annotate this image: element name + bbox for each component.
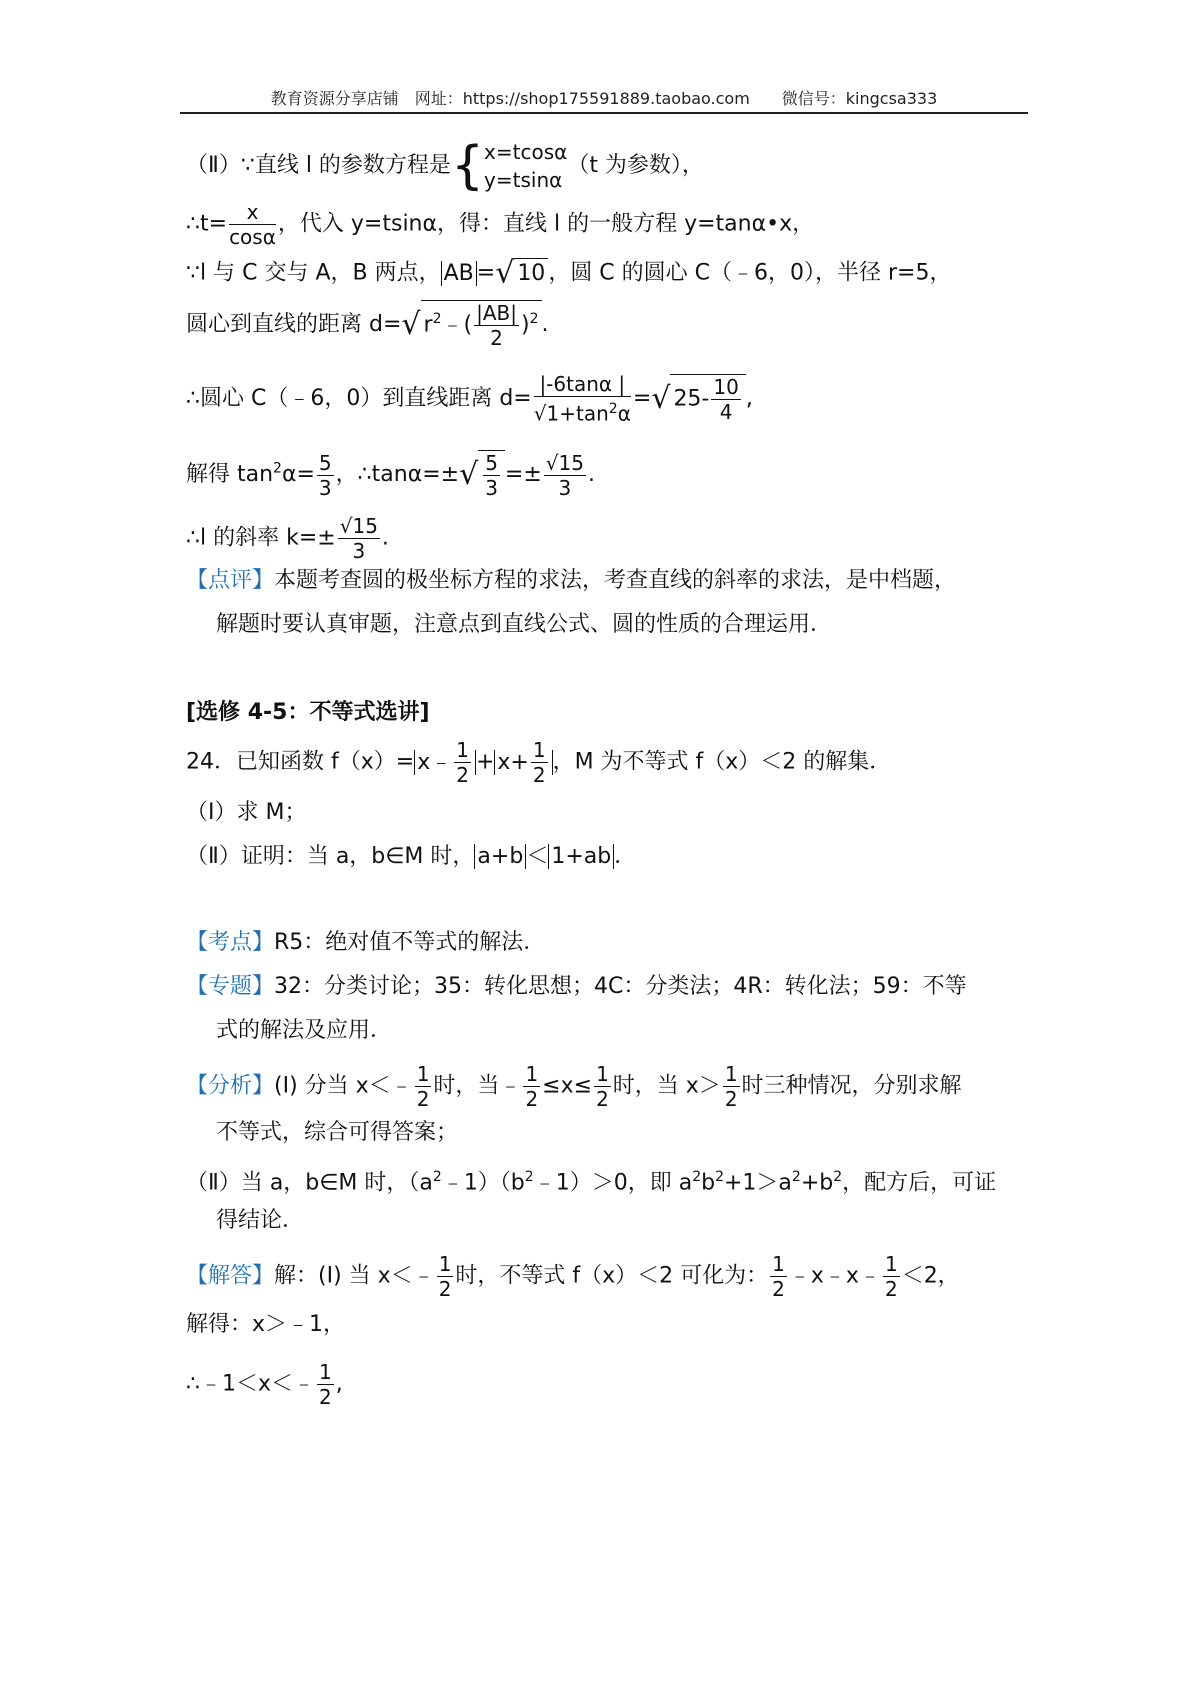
line-slope: ∴l 的斜率 k=± $\frac{√15}{3}$ . — [186, 514, 389, 563]
kaodian-line: 【考点】R5：绝对值不等式的解法． — [186, 930, 546, 955]
fenxi-tag: 【分析】 — [186, 1073, 275, 1099]
zhuanti-tag: 【专题】 — [186, 974, 275, 999]
q24-part1: （Ⅰ）求 M； — [186, 800, 307, 825]
fenxi-line-1: 【分析】(Ⅰ) 分当 x＜﹣ $\frac{1}{2}$ 时，当﹣ $\frac{1}{2}$ ≤x≤ $\frac{1}{2}$ 时，当 x＞ $\frac{1}{2}$ 时三种情况，分别求解 — [186, 1062, 962, 1111]
jieda-line-1: 【解答】解：(Ⅰ) 当 x＜﹣ $\frac{1}{2}$ 时，不等式 f（x）＜2 可化为： $\frac{1}{2}$ ﹣x﹣x﹣ $\frac{1}{2}$ ＜2， — [186, 1252, 960, 1301]
q24-statement: 24．已知函数 f（x）= x﹣ $\frac{1}{2}$ + x+ $\frac{1}{2}$ ，M 为不等式 f（x）＜2 的解集． — [186, 738, 892, 787]
review-line-1: 【点评】本题考查圆的极坐标方程的求法，考查直线的斜率的求法，是中档题， — [186, 568, 957, 593]
fenxi-line-2: 不等式，综合可得答案； — [216, 1120, 459, 1145]
page-header: 教育资源分享店铺 网址：https://shop175591889.taobao.com 微信号：kingcsa333 — [270, 89, 938, 108]
line-intersect: ∵l 与 C 交与 A，B 两点， AB =√ 10 ，圆 C 的圆心 C（﹣6，0），半径 r=5， — [186, 255, 952, 291]
jieda-tag: 【解答】 — [186, 1263, 275, 1289]
q24-part2: （Ⅱ）证明：当 a，b∈M 时， a+b ＜ 1+ab ． — [186, 844, 637, 869]
fenxi-part2-line-1: （Ⅱ）当 a，b∈M 时，$(a^2﹣1)(b^2﹣1)>0$，即 $a^2b^2+1>a^2+b^2$，配方后，可证 — [186, 1169, 997, 1196]
line-center-distance: ∴圆心 C（﹣6，0）到直线距离 d= $\frac{|-6\tan\alpha |}{√1+\tan^2\alpha}$ =√ 25- $\frac{10}{4}$ , — [186, 372, 753, 426]
section-title: [选修 4-5：不等式选讲] — [186, 700, 430, 725]
header-divider — [180, 112, 1028, 114]
zhuanti-line-2: 式的解法及应用． — [216, 1018, 393, 1043]
line-solve-tan: 解得 $\tan^2\alpha=$ $\frac{5}{3}$ ，∴tanα=±√ $\frac{5}{3}$ =± $\frac{√15}{3}$ . — [186, 450, 595, 500]
line-param-equation: （Ⅱ）∵直线 l 的参数方程是{x=tcosα y=tsinα（t 为参数）， — [186, 136, 704, 196]
zhuanti-line-1: 【专题】32：分类讨论；35：转化思想；4C：分类法；4R：转化法；59：不等 — [186, 974, 967, 999]
line-t-sub: ∴t= $\frac{x}{\cos\alpha}$ ，代入 y=tsinα，得：直线 l 的一般方程 y=tanα•x， — [186, 200, 815, 249]
kaodian-tag: 【考点】 — [186, 930, 275, 955]
review-tag: 【点评】 — [186, 568, 275, 593]
jieda-line-2: 解得：x＞﹣1， — [186, 1312, 346, 1337]
fenxi-part2-line-2: 得结论． — [216, 1208, 305, 1233]
review-line-2: 解题时要认真审题，注意点到直线公式、圆的性质的合理运用． — [216, 612, 833, 637]
jieda-line-3: ∴﹣1＜x＜﹣ $\frac{1}{2}$ , — [186, 1360, 343, 1409]
line-distance-formula: 圆心到直线的距离 d=√ $r^2﹣$( $\frac{|AB|}{2}$ )$^2$ . — [186, 301, 549, 350]
